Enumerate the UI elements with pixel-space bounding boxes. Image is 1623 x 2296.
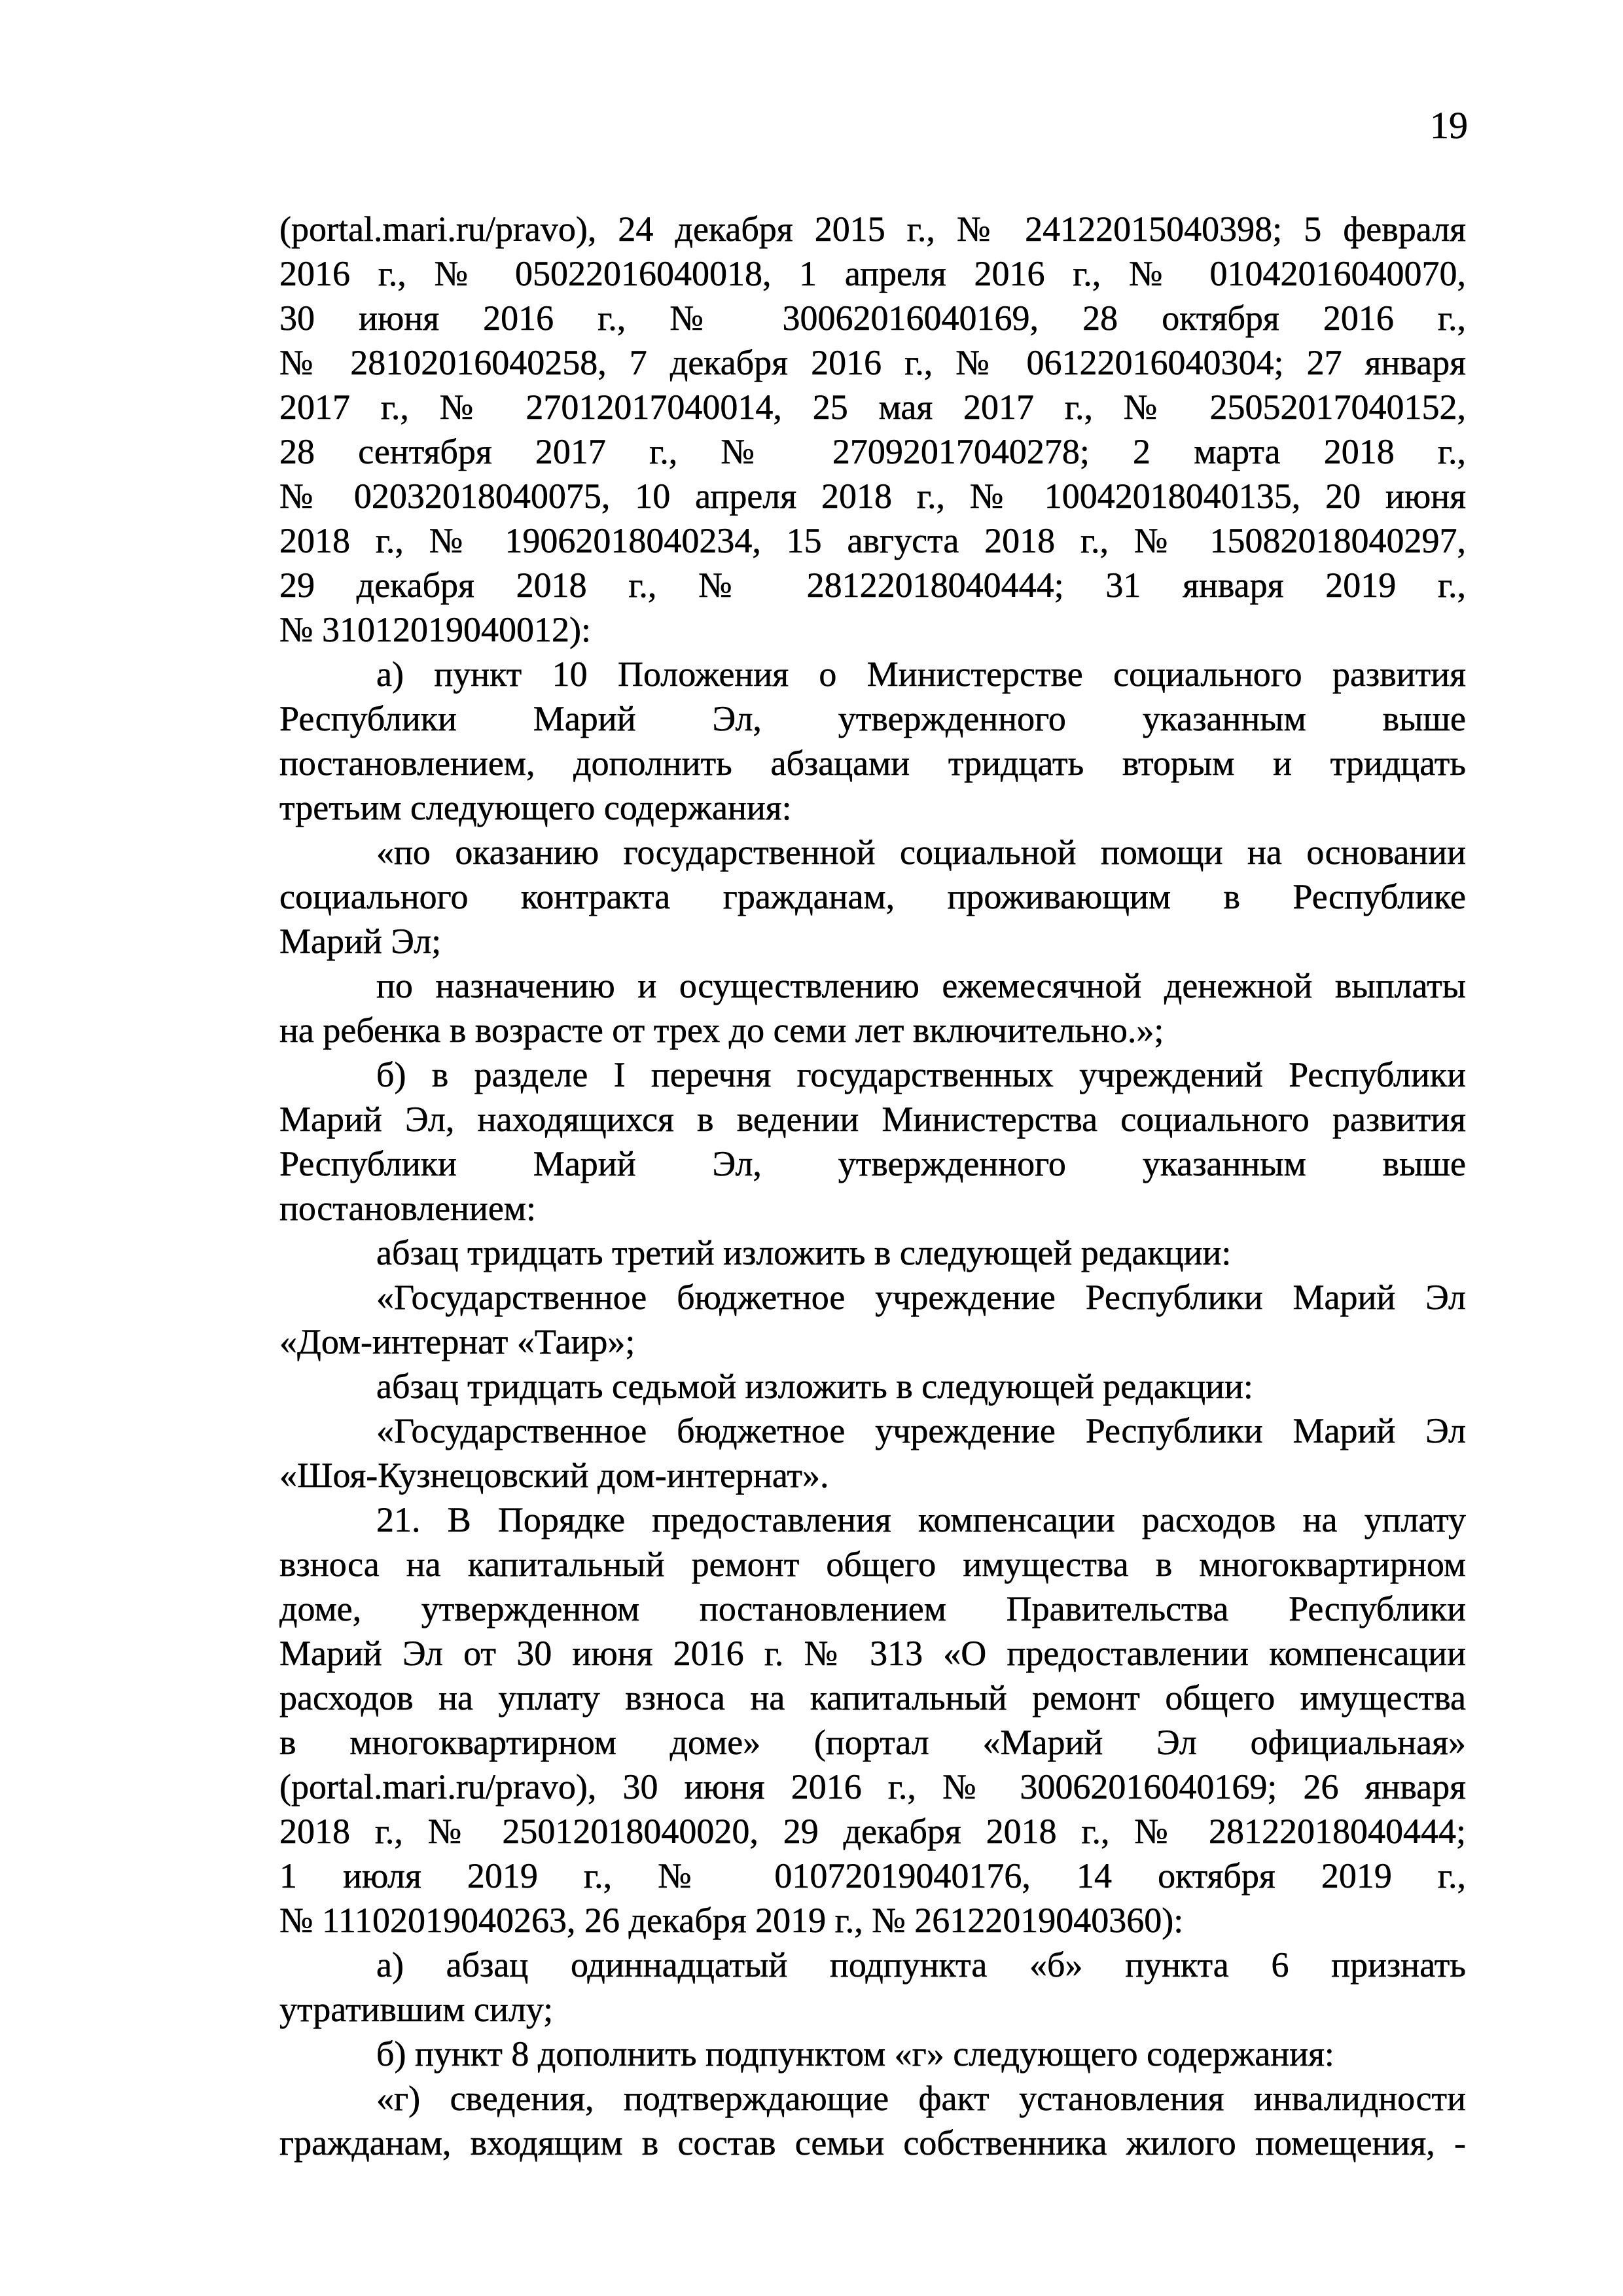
- text-line: расходов на уплату взноса на капитальный ремонт общего имущества: [279, 1678, 1466, 1717]
- text-line: «по оказанию государственной социальной помощи на основании: [376, 833, 1466, 872]
- text-line: № 02032018040075, 10 апреля 2018 г., № 10042018040135, 20 июня: [279, 476, 1466, 516]
- text-line: постановлением, дополнить абзацами тридцать вторым и тридцать: [279, 744, 1466, 783]
- text-line: Республики Марий Эл, утвержденного указанным выше: [279, 1144, 1466, 1183]
- text-line: доме, утвержденном постановлением Правительства Республики: [279, 1589, 1466, 1628]
- text-line: 1 июля 2019 г., № 01072019040176, 14 октября 2019 г.,: [279, 1856, 1466, 1895]
- text-line: 29 декабря 2018 г., № 28122018040444; 31 января 2019 г.,: [279, 565, 1466, 605]
- text-line: б) пункт 8 дополнить подпунктом «г» следующего содержания:: [376, 2034, 1334, 2073]
- text-line: абзац тридцать третий изложить в следующей редакции:: [376, 1233, 1232, 1272]
- text-line: Республики Марий Эл, утвержденного указанным выше: [279, 699, 1466, 738]
- text-line: № 11102019040263, 26 декабря 2019 г., № 26122019040360):: [279, 1901, 1184, 1940]
- text-line: 2017 г., № 27012017040014, 25 мая 2017 г., № 25052017040152,: [279, 387, 1466, 427]
- text-line: 2018 г., № 25012018040020, 29 декабря 2018 г., № 28122018040444;: [279, 1812, 1466, 1851]
- text-line: 2018 г., № 19062018040234, 15 августа 2018 г., № 15082018040297,: [279, 521, 1466, 560]
- text-line: «Государственное бюджетное учреждение Республики Марий Эл: [376, 1278, 1466, 1317]
- text-block: [279, 207, 1466, 2165]
- text-line: (portal.mari.ru/pravo), 30 июня 2016 г., № 30062016040169; 26 января: [279, 1767, 1466, 1806]
- text-line: а) пункт 10 Положения о Министерстве социального развития: [376, 655, 1466, 694]
- text-line: а) абзац одиннадцатый подпункта «б» пункта 6 признать: [376, 1945, 1466, 1984]
- text-line: Марий Эл;: [279, 922, 442, 961]
- text-line: «Дом-интернат «Таир»;: [279, 1322, 635, 1361]
- text-line: 30 июня 2016 г., № 30062016040169, 28 октября 2016 г.,: [279, 298, 1466, 338]
- text-line: № 31012019040012):: [279, 610, 592, 649]
- text-line: в многоквартирном доме» (портал «Марий Эл официальная»: [279, 1723, 1466, 1762]
- text-line: третьим следующего содержания:: [279, 788, 792, 827]
- text-line: «Шоя-Кузнецовский дом-интернат».: [279, 1456, 829, 1495]
- text-line: взноса на капитальный ремонт общего имущества в многоквартирном: [279, 1545, 1466, 1584]
- text-line: постановлением:: [279, 1189, 536, 1228]
- text-line: гражданам, входящим в состав семьи собственника жилого помещения, -: [279, 2123, 1466, 2162]
- text-line: Марий Эл, находящихся в ведении Министерства социального развития: [279, 1100, 1466, 1139]
- page-number: 19: [1430, 104, 1468, 147]
- text-line: абзац тридцать седьмой изложить в следующей редакции:: [376, 1367, 1253, 1406]
- text-line: на ребенка в возрасте от трех до семи лет включительно.»;: [279, 1011, 1164, 1050]
- text-line: «Государственное бюджетное учреждение Республики Марий Эл: [376, 1411, 1466, 1450]
- text-line: № 28102016040258, 7 декабря 2016 г., № 06122016040304; 27 января: [279, 343, 1466, 382]
- text-line: «г) сведения, подтверждающие факт установления инвалидности: [376, 2079, 1466, 2118]
- text-line: утратившим силу;: [279, 1990, 554, 2029]
- text-line: 28 сентября 2017 г., № 27092017040278; 2 марта 2018 г.,: [279, 432, 1466, 471]
- text-line: социального контракта гражданам, проживающим в Республике: [279, 877, 1466, 916]
- text-line: Марий Эл от 30 июня 2016 г. № 313 «О предоставлении компенсации: [279, 1634, 1466, 1673]
- text-line: 2016 г., № 05022016040018, 1 апреля 2016 г., № 01042016040070,: [279, 254, 1466, 293]
- text-line: б) в разделе I перечня государственных учреждений Республики: [376, 1055, 1466, 1094]
- text-line: (portal.mari.ru/pravo), 24 декабря 2015 г., № 24122015040398; 5 февраля: [279, 209, 1466, 249]
- text-line: по назначению и осуществлению ежемесячной денежной выплаты: [376, 966, 1466, 1005]
- text-line: 21. В Порядке предоставления компенсации расходов на уплату: [376, 1500, 1466, 1539]
